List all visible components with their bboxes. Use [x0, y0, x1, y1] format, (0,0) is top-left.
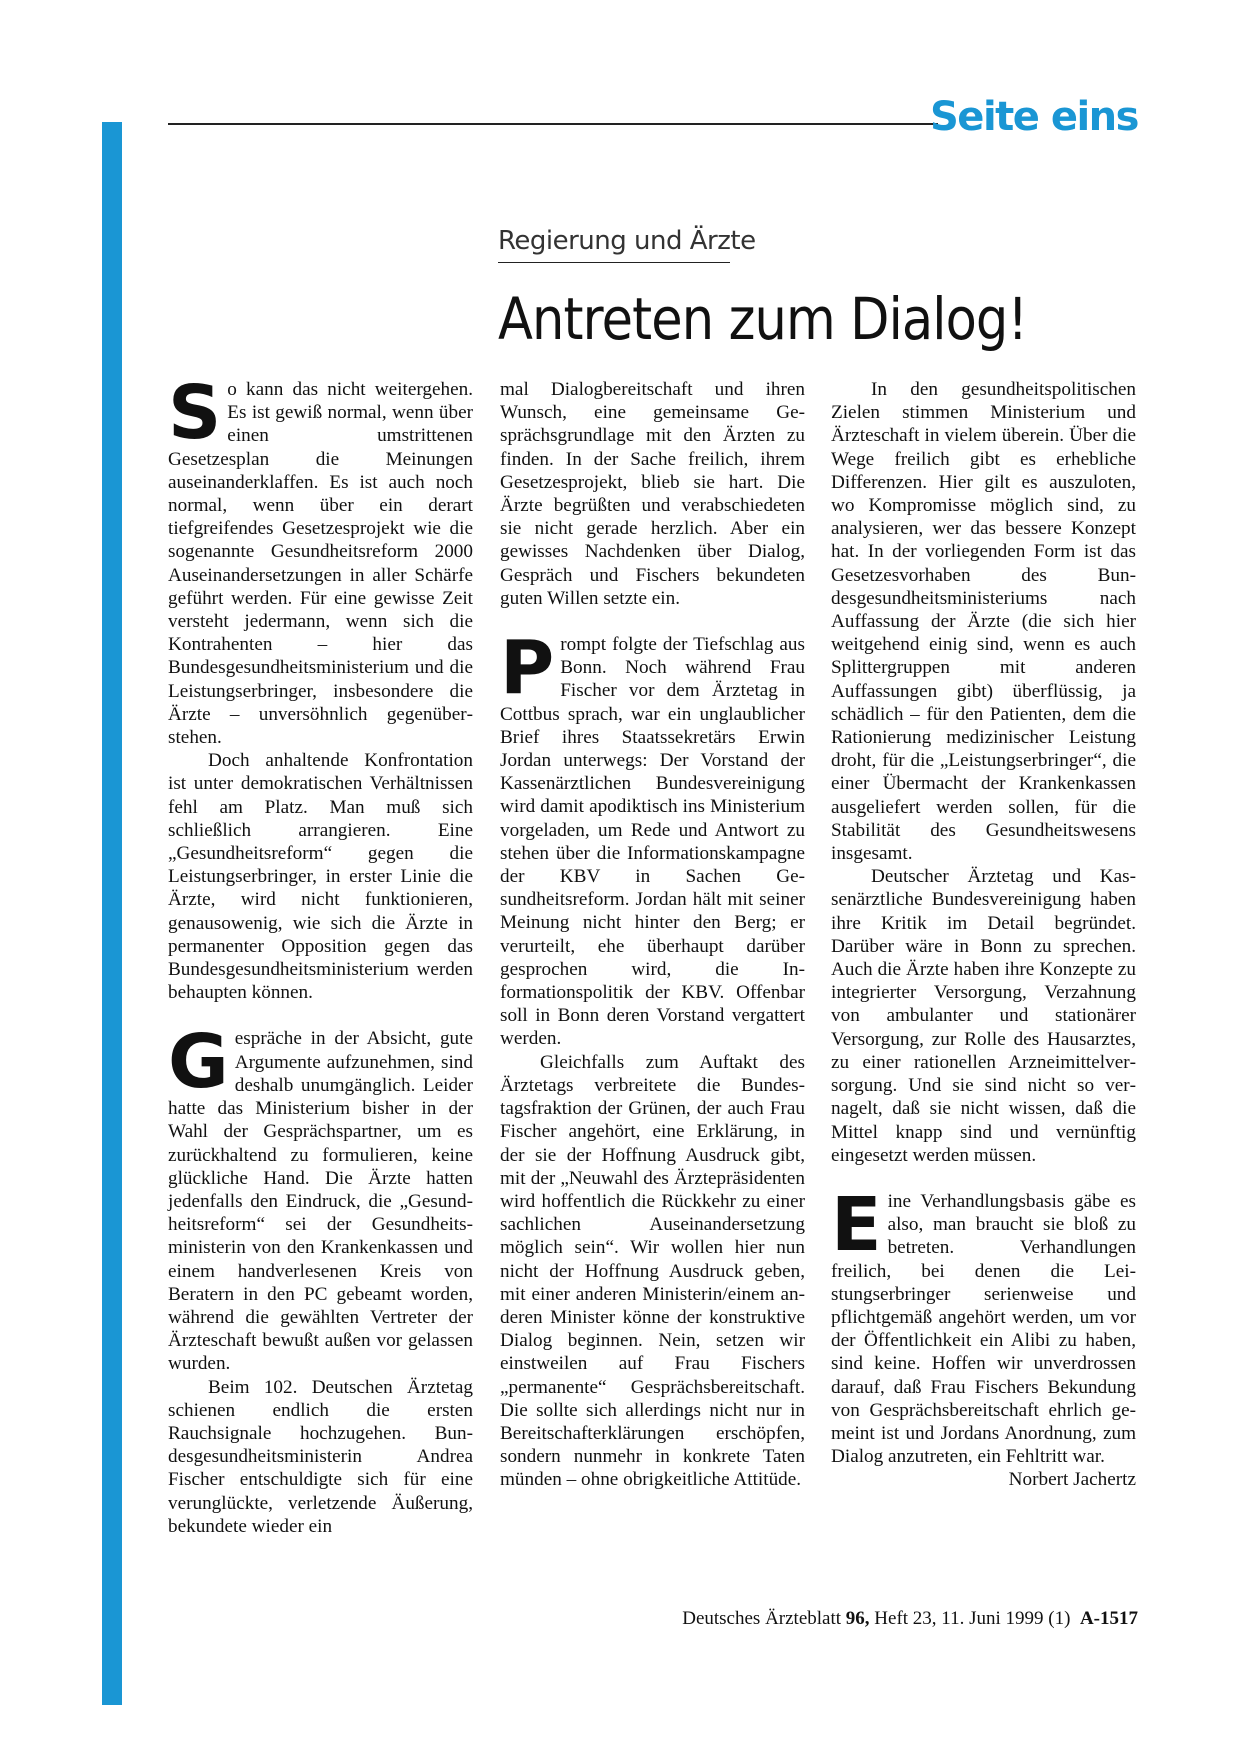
- paragraph-text: Doch anhaltende Konfrontation ist unter demokratischen Verhältnissen fehl am Platz. Man muß sich schließlich arrangieren. Eine „Gesundheitsreform“ gegen die Leistungserbringer, in erster Linie die Ärzte, wird nicht funktionieren, genausowenig, wie sich die Ärzte in permanenter Opposition gegen das Bundesgesundheitsministerium werden behaupten können.: [168, 750, 473, 1004]
- article-headline: Antreten zum Dialog!: [498, 285, 1028, 353]
- article-column-3: [831, 378, 1136, 1492]
- article-paragraph: [168, 370, 473, 749]
- footer-volume: 96,: [845, 1608, 870, 1629]
- footer-journal: Deutsches Ärzteblatt: [682, 1608, 842, 1629]
- paragraph-text: In den gesundheitspolitischen Zielen stimmen Ministerium und Ärzteschaft in vielem überein. Über die Wege freilich gibt es erhebliche Differenzen. Hier gilt es auszuloten, wo Kompromisse möglich sind, zu analysieren, wer das bessere Konzept hat. In der vorliegenden Form ist das Gesetzesvorhaben des Bundesgesundheitsministeriums nach Auffassung der Ärzte (die sich hier weitgehend einig sind, wenn es auch Splittergruppen mit anderen Auffassungen gibt) überflüssig, ja schädlich – für den Patienten, dem die Rationierung medizinischer Leistung droht, für die „Leistungserbringer“, die einer Übermacht der Krankenkassen ausgeliefert werden sollen, für die Stabilität des Gesundheitswesens insgesamt.: [831, 379, 1136, 865]
- accent-side-bar: [102, 122, 122, 1705]
- article-paragraph: [831, 1181, 1136, 1491]
- paragraph-text: Gleichfalls zum Auftakt des Ärztetags verbreitete die Bundestagsfraktion der Grünen, der auch Frau Fischer angehört, eine Erklärung, in der sie der Hoffnung Ausdruck gibt, mit der „Neuwahl des Ärztepräsidenten wird hoffentlich die Rückkehr zu einer sachlichen Auseinandersetzung möglich sein“. Wir wollen hier nun nicht der Hoffnung Ausdruck geben, mit einer anderen Ministerin/einem anderen Minister könne der konstruktive Dialog beginnen. Nein, setzen wir einstweilen auf Frau Fischers „permanente“ Gesprächsbereitschaft. Die sollte sich allerdings nicht nur in Bereitschafterklärungen erschöpfen, sondern nunmehr in konkrete Taten münden – ohne obrigkeitliche Attitüde.: [500, 1051, 805, 1491]
- paragraph-text: mal Dialogbereitschaft und ihren Wunsch, eine gemeinsame Gesprächsgrundlage mit den Ärzten zu finden. In der Sache freilich, ihrem Gesetzesprojekt, blieb sie hart. Die Ärzte begrüßten und verabschiedeten sie nicht gerade herzlich. Aber ein gewisses Nachdenken über Dialog, Gespräch und Fischers bekundeten guten Willen setzte ein.: [500, 379, 805, 609]
- article-column-2: [500, 378, 805, 1492]
- drop-cap: G: [168, 1019, 229, 1106]
- author-signature: Norbert Jachertz: [1008, 1469, 1136, 1491]
- footer-issue: Heft 23, 11. Juni 1999 (1): [874, 1608, 1071, 1629]
- paragraph-text: Deutscher Ärztetag und Kassenärztliche Bundesvereinigung haben ihre Kritik im Detail begründet. Darüber wäre in Bonn zu sprechen. Auch die Ärzte haben ihre Konzepte zu integrierter Versorgung, Verzahnung von ambulanter und stationärer Versorgung, zur Rolle des Hausarztes, zu einer rationellen Arzneimittelversorgung. Und sie sind nicht so vernagelt, daß sie nicht wissen, daß die Mittel knapp sind und vernünftig eingesetzt werden müssen.: [831, 866, 1136, 1166]
- article-paragraph: [168, 1019, 473, 1375]
- article-paragraph: [831, 378, 1136, 865]
- article-column-1: [168, 370, 473, 1538]
- article-paragraph: [500, 1051, 805, 1492]
- section-title: Seite eins: [930, 94, 1138, 140]
- article-paragraph: [500, 625, 805, 1051]
- header-rule: [168, 123, 938, 125]
- footer-page-number: A-1517: [1079, 1608, 1138, 1629]
- drop-cap: S: [168, 370, 222, 456]
- paragraph-text: Beim 102. Deutschen Ärztetag schienen endlich die ersten Rauchsignale hochzugehen. Bundesgesundheitsministerin Andrea Fischer entschuldigte sich für eine verunglückte, verletzende Äußerung, bekundete wieder ein: [168, 1376, 473, 1537]
- article-paragraph: [831, 865, 1136, 1167]
- paragraph-text: rompt folgte der Tiefschlag aus Bonn. Noch während Frau Fischer vor dem Ärztetag in Cottbus sprach, war ein unglaublicher Brief ihres Staatssekretärs Erwin Jordan unterwegs: Der Vorstand der Kassenärztlichen Bundesvereinigung wird damit apodiktisch ins Ministerium vorgeladen, um Rede und Antwort zu stehen über die Informationskampagne der KBV in Sachen Gesundheitsreform. Jordan hält mit seiner Meinung nicht hinter den Berg; er verurteilt, ehe überhaupt darüber gesprochen wird, die Informationspolitik der KBV. Offenbar soll in Bonn deren Vorstand vergattert werden.: [500, 634, 805, 1050]
- page-footer: [600, 1608, 1138, 1630]
- paragraph-text: o kann das nicht weitergehen. Es ist gewiß normal, wenn über einen umstrittenen Gesetzesplan die Meinungen auseinanderklaffen. Es ist auch noch normal, wenn über ein derart tiefgreifendes Gesetzesprojekt wie die sogenannte Gesundheitsreform 2000 Auseinandersetzungen in aller Schärfe geführt werden. Für eine gewisse Zeit versteht jedermann, wenn sich die Kontrahenten – hier das Bundesgesundheitsministerium und die Leistungserbringer, insbesondere die Ärzte – unversöhnlich gegenüberstehen.: [168, 379, 473, 749]
- article-paragraph: [168, 1376, 473, 1538]
- drop-cap: E: [831, 1181, 882, 1268]
- article-kicker: Regierung und Ärzte: [498, 226, 730, 263]
- paragraph-text: ine Verhandlungsbasis gäbe es also, man braucht sie bloß zu betreten. Verhandlungen freilich, bei denen die Leistungserbringer serienweise und pflichtgemäß angehört werden, um vor der Öffentlichkeit ein Alibi zu haben, sind keine. Hoffen wir unverdrossen darauf, daß Frau Fischers Bekundung von Gesprächsbereitschaft ehrlich gemeint ist und Jordans Anordnung, zum Dialog anzutreten, ein Fehltritt war.: [831, 1190, 1136, 1468]
- drop-cap: P: [500, 625, 555, 712]
- paragraph-text: espräche in der Absicht, gute Argumente aufzunehmen, sind deshalb unumgänglich. Leider hatte das Ministerium bisher in der Wahl der Gesprächspartner, um es zurückhaltend zu formulieren, keine glückliche Hand. Die Ärzte hatten jedenfalls den Eindruck, die „Gesundheitsreform“ sei der Gesundheitsministerin von den Krankenkassen und einem handverlesenen Kreis von Beratern in den PC gebeamt worden, während die gewählten Vertreter der Ärzteschaft bewußt außen vor gelassen wurden.: [168, 1028, 473, 1375]
- article-paragraph: [500, 378, 805, 610]
- article-paragraph: [168, 749, 473, 1004]
